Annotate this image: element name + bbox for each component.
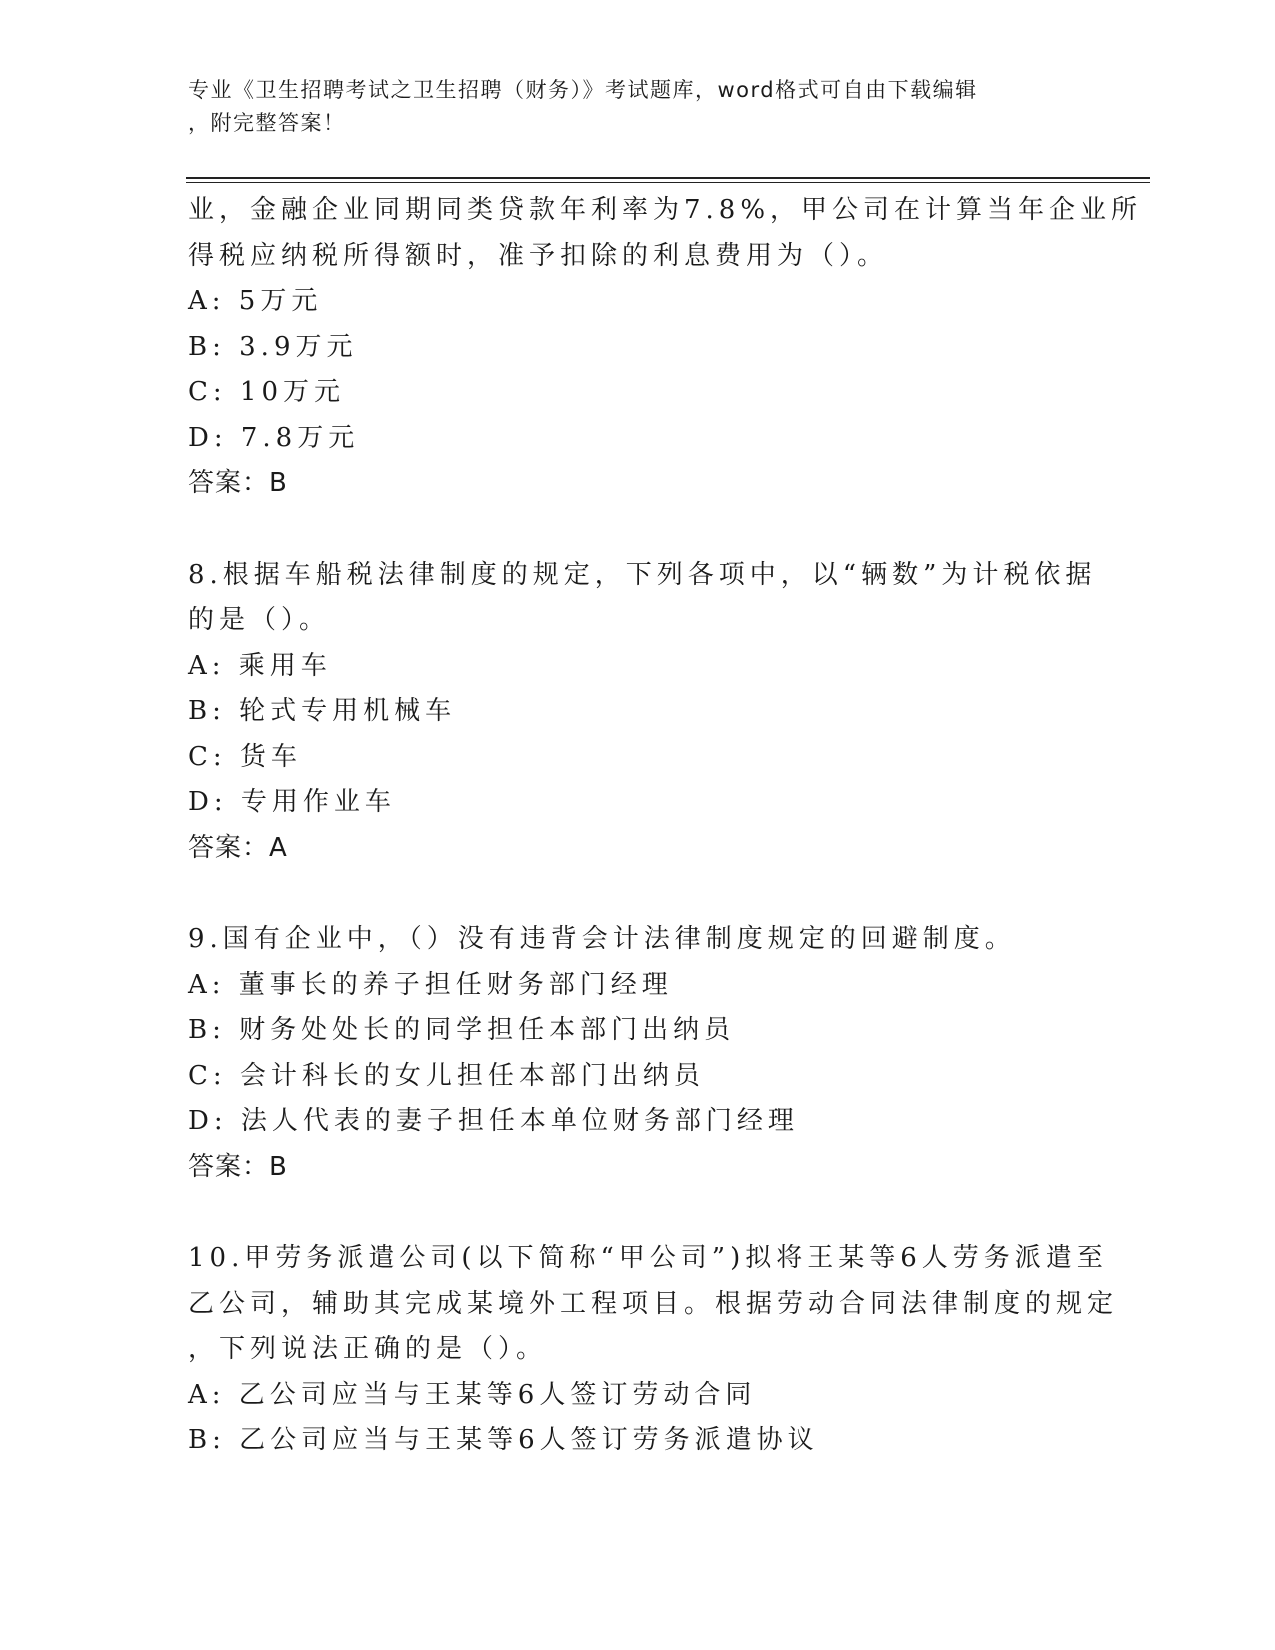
option-c: C: 10万元 <box>188 377 346 407</box>
question-9 <box>188 917 1088 1190</box>
option-c: C: 会计科长的女儿担任本部门出纳员 <box>188 1060 705 1091</box>
option-c: C: 货车 <box>188 741 302 772</box>
answer-line: 答案：B <box>188 1151 288 1182</box>
question-stem-line: 得税应纳税所得额时，准予扣除的利息费用为（）。 <box>188 240 889 271</box>
option-b: B: 轮式专用机械车 <box>188 696 457 726</box>
option-b: B: 3.9万元 <box>188 331 358 362</box>
header-divider-thin <box>186 182 1150 183</box>
answer-line: 答案：A <box>188 832 288 863</box>
option-b: B: 乙公司应当与王某等6人签订劳务派遣协议 <box>188 1425 819 1455</box>
question-stem-line: 业，金融企业同期同类贷款年利率为7.8%，甲公司在计算当年企业所 <box>188 195 1143 225</box>
header-line-1: 专业《卫生招聘考试之卫生招聘（财务）》考试题库，word格式可自由下载编辑 <box>188 78 978 102</box>
question-stem-line: ，下列说法正确的是（）。 <box>188 1334 548 1364</box>
header-line-2: ，附完整答案！ <box>188 111 346 135</box>
answer-line: 答案：B <box>188 468 288 498</box>
document-header <box>188 74 1068 140</box>
question-stem-line: 8.根据车船税法律制度的规定，下列各项中，以“辆数”为计税依据 <box>188 559 1097 590</box>
question-stem-line: 9.国有企业中，（）没有违背会计法律制度规定的回避制度。 <box>188 924 1016 954</box>
option-a: A: 乙公司应当与王某等6人签订劳动合同 <box>188 1379 757 1410</box>
option-d: D: 专用作业车 <box>188 787 396 817</box>
option-b: B: 财务处处长的同学担任本部门出纳员 <box>188 1015 736 1045</box>
option-d: D: 法人代表的妻子担任本单位财务部门经理 <box>188 1106 799 1136</box>
question-stem-line: 的是（）。 <box>188 605 331 635</box>
question-7 <box>188 188 1143 507</box>
option-a: A: 乘用车 <box>188 650 332 681</box>
option-d: D: 7.8万元 <box>188 422 360 453</box>
option-a: A: 5万元 <box>188 286 323 316</box>
question-10 <box>188 1236 1119 1464</box>
question-stem-line: 10.甲劳务派遣公司(以下简称“甲公司”)拟将王某等6人劳务派遣至 <box>188 1243 1108 1273</box>
question-8 <box>188 553 1097 872</box>
question-stem-line: 乙公司，辅助其完成某境外工程项目。根据劳动合同法律制度的规定 <box>188 1288 1119 1319</box>
question-list <box>188 188 1143 1464</box>
option-a: A: 董事长的养子担任财务部门经理 <box>188 969 673 1000</box>
header-divider-thick <box>186 177 1150 179</box>
